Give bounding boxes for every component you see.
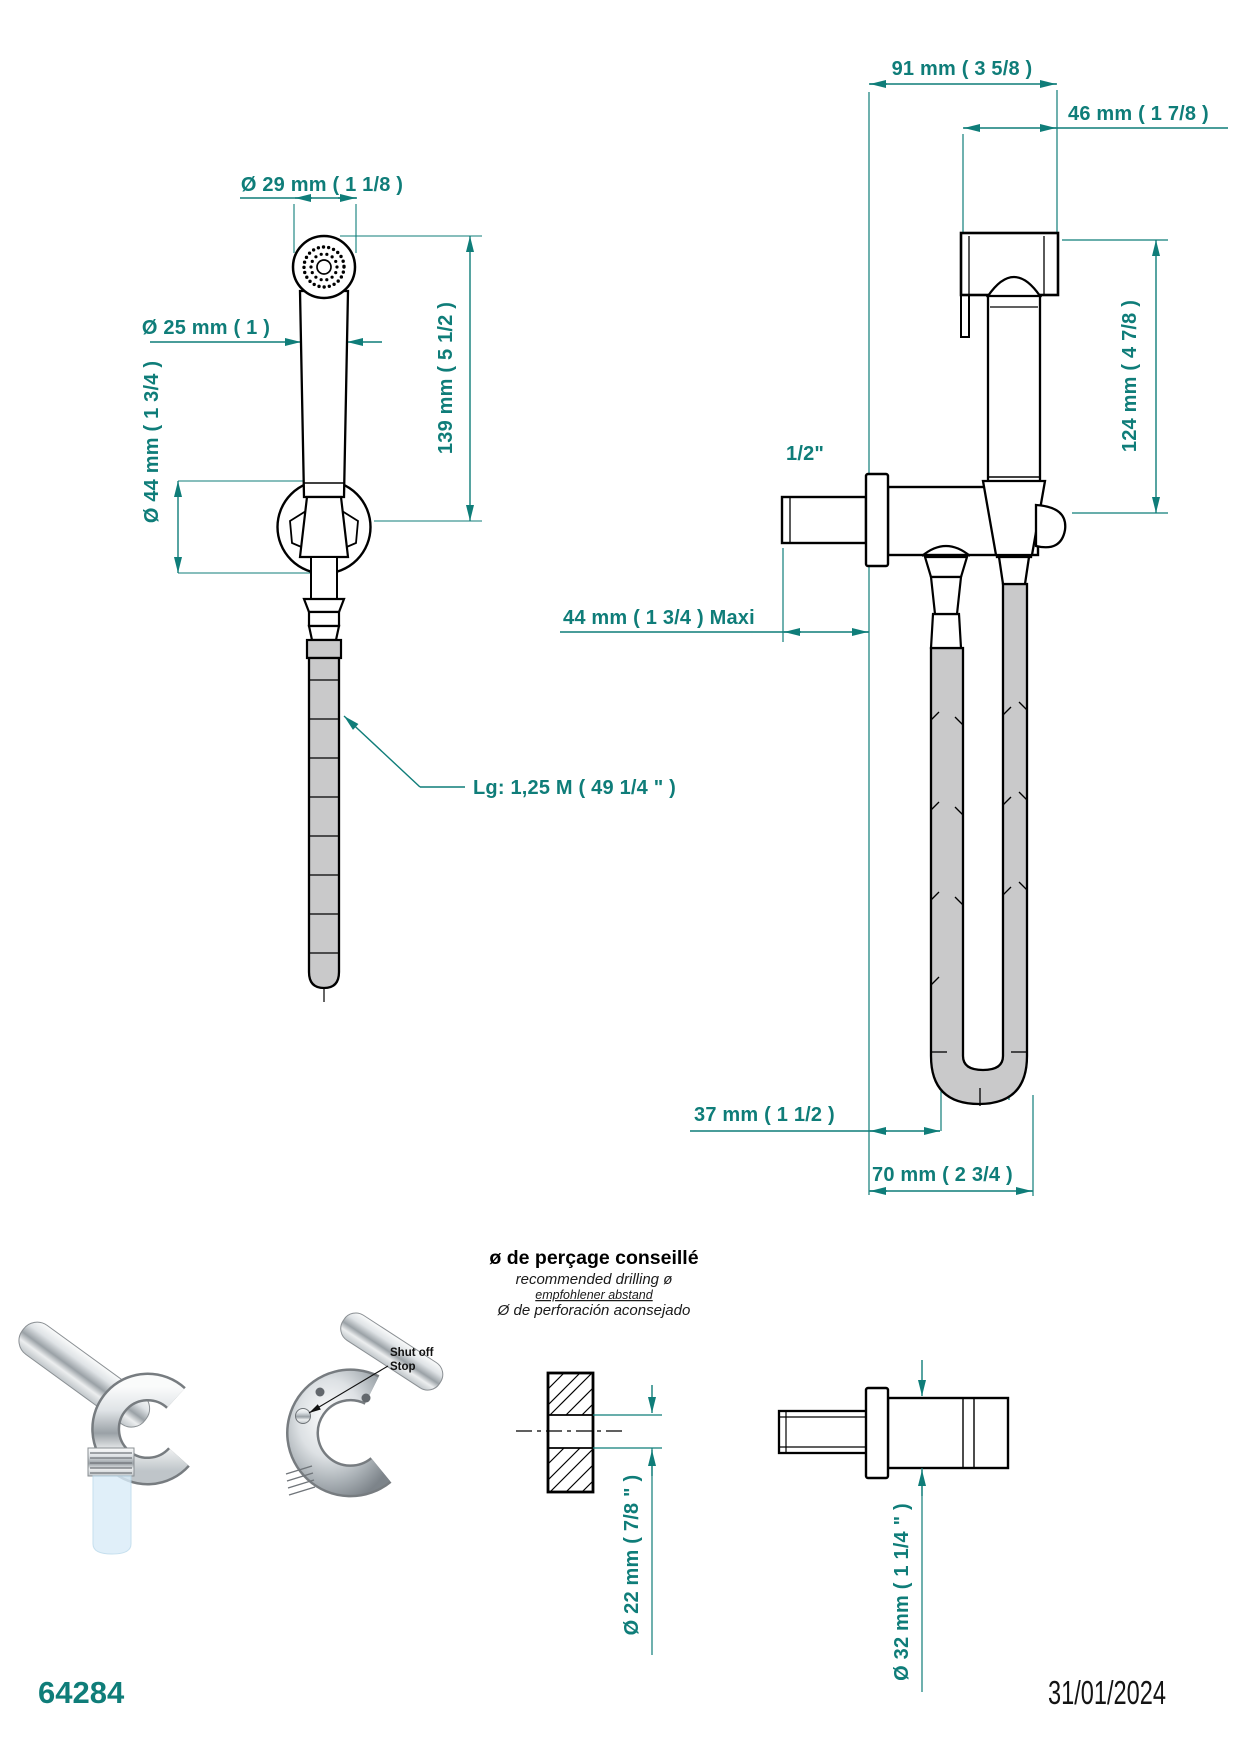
- dim-hose-clearance-label: 37 mm ( 1 1/2 ): [694, 1104, 835, 1126]
- dim-hole-diameter-label: Ø 22 mm ( 7/8 " ): [621, 1474, 643, 1636]
- inlet-pipe: [782, 497, 866, 543]
- drilling-note-fr: ø de perçage conseillé: [489, 1247, 699, 1269]
- product-code: 64284: [38, 1675, 125, 1710]
- elbow-detail: [779, 1360, 1008, 1692]
- hose-length-label: Lg: 1,25 M ( 49 1/4 " ): [473, 777, 677, 799]
- shut-off-pin: [296, 1409, 311, 1424]
- dim-total-depth-label: 91 mm ( 3 5/8 ): [891, 58, 1033, 80]
- elbow-flange: [866, 1388, 888, 1478]
- drilling-note-es: Ø de perforación aconsejado: [497, 1302, 691, 1319]
- shutoff-knob: [925, 557, 967, 577]
- shut-off-label-line1: Shut off: [390, 1347, 434, 1359]
- hose-fitting-front: [307, 640, 341, 658]
- holder-hook: [1036, 505, 1065, 547]
- drilling-detail: [489, 1247, 698, 1655]
- dim-body-height-label: 139 mm ( 5 1/2 ): [435, 301, 457, 455]
- hose-nut-outlet: [931, 614, 961, 648]
- screw-hole: [316, 1388, 325, 1397]
- hose-nut-front: [304, 599, 344, 640]
- dim-head-depth-label: 46 mm ( 1 7/8 ): [1068, 103, 1209, 125]
- dim-total-height-label: 124 mm ( 4 7/8 ): [1119, 299, 1141, 453]
- dim-loop-depth-label: 70 mm ( 2 3/4 ): [872, 1164, 1013, 1186]
- wall-flange: [866, 474, 888, 566]
- handle-front: [300, 291, 348, 497]
- drill-cross-section: [516, 1373, 624, 1492]
- bracket-thread: [88, 1448, 134, 1476]
- hose-loop: [931, 584, 1027, 1104]
- handle-neck-front: [311, 557, 337, 599]
- dim-wall-thickness-label: 44 mm ( 1 3/4 ) Maxi: [563, 607, 755, 629]
- dim-handle-diameter-label: Ø 25 mm ( 1 ): [141, 317, 271, 339]
- wall-bracket-photo-front: [286, 1308, 448, 1495]
- dim-elbow-body-label: Ø 32 mm ( 1 1/4 " ): [891, 1503, 913, 1681]
- drilling-note-en: recommended drilling ø: [515, 1271, 673, 1288]
- dim-holder-diameter-label: Ø 44 mm ( 1 3/4 ): [141, 360, 163, 524]
- front-view: [141, 174, 676, 1002]
- dim-body-height: [340, 236, 482, 521]
- footer: [38, 1674, 1166, 1711]
- drilling-note-de: empfohlener abstand: [535, 1288, 653, 1302]
- side-view: [560, 58, 1228, 1196]
- revision-date: 31/01/2024: [1048, 1674, 1166, 1711]
- handle-cone-front: [300, 497, 348, 557]
- inlet-thread-label: 1/2": [786, 443, 825, 465]
- handle-side: [988, 296, 1040, 481]
- bracket-photos: [12, 1308, 448, 1554]
- hose-front: [309, 658, 339, 988]
- spray-head-front: [293, 236, 355, 298]
- wall-bracket-photo-angled: [12, 1315, 179, 1554]
- dim-head-diameter-label: Ø 29 mm ( 1 1/8 ): [240, 174, 404, 196]
- hose-length-leader: [344, 716, 465, 787]
- elbow-body: [888, 1398, 1008, 1468]
- screw-hole: [362, 1394, 371, 1403]
- shut-off-label-line2: Stop: [390, 1361, 416, 1373]
- water-stream: [93, 1476, 131, 1554]
